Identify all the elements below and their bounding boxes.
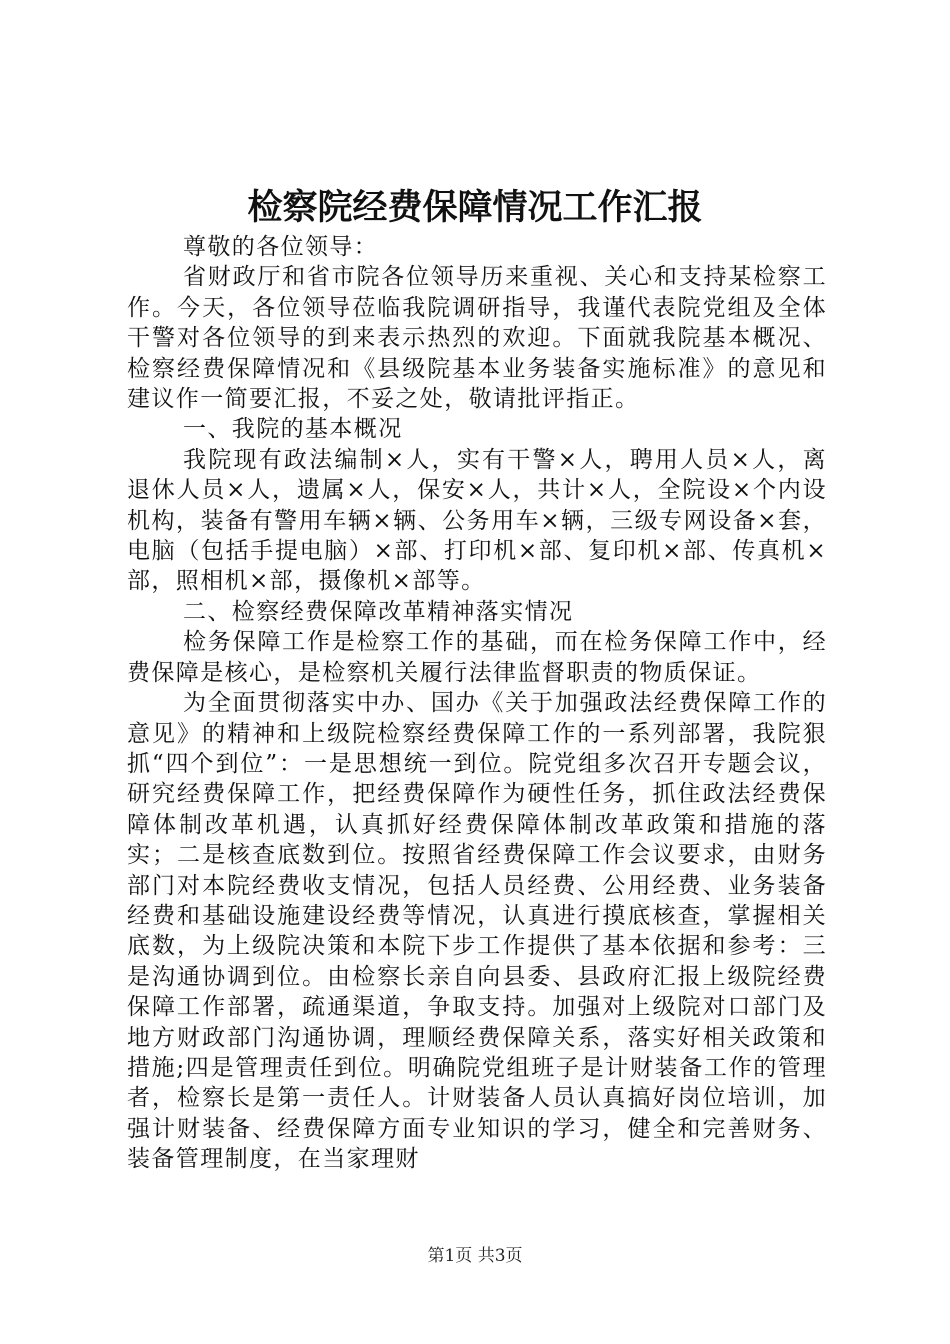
section-heading-1: 一、我院的基本概况 bbox=[183, 416, 403, 443]
document-body bbox=[127, 232, 827, 1175]
document-title: 检察院经费保障情况工作汇报 bbox=[247, 187, 703, 228]
intro-paragraph: 省财政厅和省市院各位领导历来重视、关心和支持某检察工作。今天，各位领导莅临我院调研指导，我谨代表院党组及全体干警对各位领导的到来表示热烈的欢迎。下面就我院基本概况、检察经费保障情况和《县级院基本业务装备实施标准》的意见和建议作一简要汇报，不妥之处，敬请批评指正。 bbox=[127, 264, 827, 413]
page-footer: 第1页 共3页 bbox=[427, 1246, 523, 1266]
overview-paragraph: 我院现有政法编制×人，实有干警×人，聘用人员×人，离退休人员×人，遗属×人，保安×人，共计×人，全院设×个内设机构，装备有警用车辆×辆、公务用车×辆，三级专网设备×套，电脑（包括手提电脑）×部、打印机×部、复印机×部、传真机×部，照相机×部，摄像机×部等。 bbox=[127, 446, 827, 595]
body-paragraph: 为全面贯彻落实中办、国办《关于加强政法经费保障工作的意见》的精神和上级院检察经费保障工作的一系列部署，我院狠抓“四个到位”：一是思想统一到位。院党组多次召开专题会议，研究经费保障工作，把经费保障作为硬性任务，抓住政法经费保障体制改革机遇，认真抓好经费保障体制改革政策和措施的落实；二是核查底数到位。按照省经费保障工作会议要求，由财务部门对本院经费收支情况，包括人员经费、公用经费、业务装备经费和基础设施建设经费等情况，认真进行摸底核查，掌握相关底数，为上级院决策和本院下步工作提供了基本依据和参考：三是沟通协调到位。由检察长亲自向县委、县政府汇报上级院经费保障工作部署，疏通渠道，争取支持。加强对上级院对口部门及地方财政部门沟通协调，理顺经费保障关系，落实好相关政策和措施;四是管理责任到位。明确院党组班子是计财装备工作的管理者，检察长是第一责任人。计财装备人员认真搞好岗位培训，加强计财装备、经费保障方面专业知识的学习，健全和完善财务、装备管理制度，在当家理财 bbox=[127, 690, 827, 1173]
salutation-paragraph: 尊敬的各位领导： bbox=[183, 234, 379, 260]
body-paragraph: 检务保障工作是检察工作的基础，而在检务保障工作中，经费保障是核心，是检察机关履行法律监督职责的物质保证。 bbox=[127, 629, 827, 686]
section-heading-2: 二、检察经费保障改革精神落实情况 bbox=[183, 598, 574, 625]
